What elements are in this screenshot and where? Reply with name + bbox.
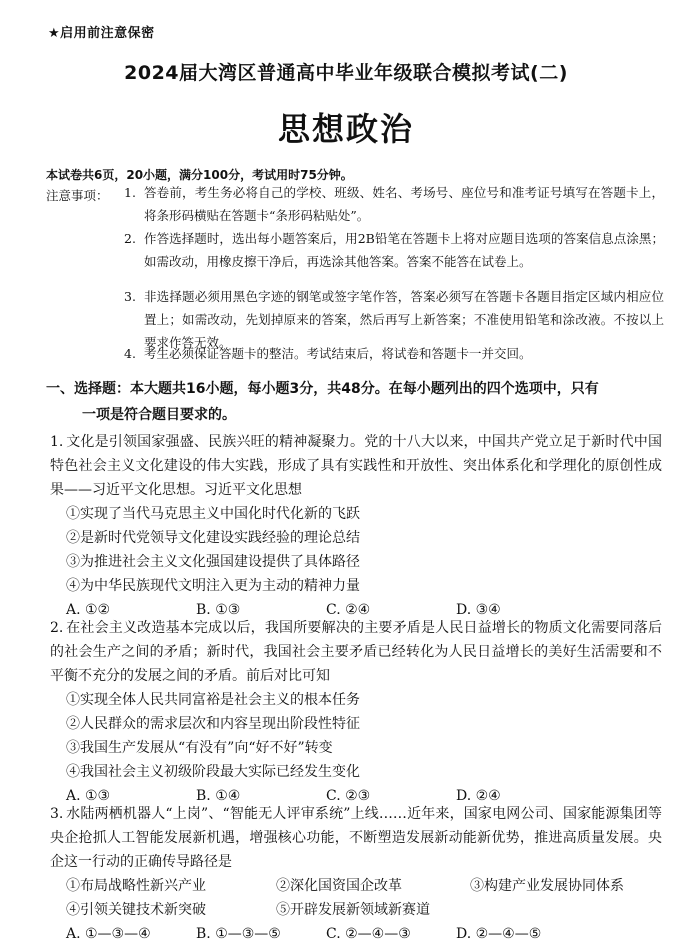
notice-label: 注意事项： (46, 188, 109, 203)
statement-item: ④引领关键技术新突破 (66, 902, 206, 918)
option-d: D. ②④ (456, 788, 501, 804)
statement-item: ②人民群众的需求层次和内容呈现出阶段性特征 (66, 716, 360, 732)
notice-text: 作答选择题时，选出每小题答案后，用2B铅笔在答题卡上将对应题目选项的答案信息点涂黑；如需改动，用橡皮擦干净后，再选涂其他答案。答案不能答在试卷上。 (144, 231, 664, 269)
option-d: D. ②—④—⑤ (456, 926, 542, 942)
option-a: A. ①② (66, 602, 111, 618)
question-text: 在社会主义改造基本完成以后，我国所要解决的主要矛盾是人民日益增长的物质文化需要同落后的社会生产之间的矛盾；新时代，我国社会主要矛盾已经转化为人民日益增长的美好生活需要和不平衡不充分的发展之间的矛盾。前后对比可知 (50, 620, 662, 684)
statement-row (50, 898, 662, 922)
statement-item: ②深化国资国企改革 (276, 878, 402, 894)
notice-number: 4. (124, 346, 136, 361)
option-a: A. ①—③—④ (66, 926, 151, 942)
question-2 (50, 616, 662, 808)
question-number: 2. (50, 620, 64, 636)
question-stem (50, 616, 662, 688)
exam-title: 2024届大湾区普通高中毕业年级联合模拟考试(二) (124, 62, 568, 84)
question-stem (50, 430, 662, 502)
section-heading-line: 一项是符合题目要求的。 (82, 407, 236, 423)
question-stem (50, 802, 662, 874)
option-d: D. ③④ (456, 602, 501, 618)
question-text: 文化是引领国家强盛、民族兴旺的精神凝聚力。党的十八大以来，中国共产党立足于新时代中国特色社会主义文化建设的伟大实践，形成了具有实践性和开放性、突出体系化和学理化的原创性成果——习近平文化思想。习近平文化思想 (50, 434, 662, 498)
statement-item: ④我国社会主义初级阶段最大实际已经发生变化 (66, 764, 360, 780)
notice-number: 1. (124, 185, 136, 200)
notice-text: 非选择题必须用黑色字迹的钢笔或签字笔作答，答案必须写在答题卡各题目指定区域内相应位置上；如需改动，先划掉原来的答案，然后再写上新答案；不准使用铅笔和涂改液。不按以上要求作答无效。 (144, 289, 664, 350)
answer-options (50, 922, 662, 946)
statement-item: ②是新时代党领导文化建设实践经验的理论总结 (66, 530, 360, 546)
option-b: B. ①—③—⑤ (196, 926, 281, 942)
statement-item: ①实现全体人民共同富裕是社会主义的根本任务 (66, 692, 360, 708)
section-heading-line: 一、选择题：本大题共16小题，每小题3分，共48分。在每小题列出的四个选项中，只有 (46, 381, 599, 397)
option-c: C. ②—④—③ (326, 926, 411, 942)
notice-item (124, 227, 664, 273)
statement-item: ③我国生产发展从“有没有”向“好不好”转变 (66, 740, 333, 756)
notice-number: 2. (124, 231, 136, 246)
statement-item: ①实现了当代马克思主义中国化时代化新的飞跃 (66, 506, 360, 522)
statement-row (50, 874, 662, 898)
exam-info: 本试卷共6页，20小题，满分100分，考试用时75分钟。 (46, 168, 353, 182)
section-heading (46, 376, 660, 428)
statement-item: ③为推进社会主义文化强国建设提供了具体路径 (66, 554, 360, 570)
statement-item: ④为中华民族现代文明注入更为主动的精神力量 (66, 578, 360, 594)
notice-item (124, 181, 664, 227)
question-number: 3. (50, 806, 64, 822)
question-text: 水陆两栖机器人“上岗”、“智能无人评审系统”上线……近年来，国家电网公司、国家能源集团等央企抢抓人工智能发展新机遇，增强核心功能，不断塑造发展新动能新优势，推进高质量发展。央企这一行动的正确传导路径是 (50, 806, 662, 870)
question-3 (50, 802, 662, 946)
subject-title: 思想政治 (277, 110, 414, 148)
notice-number: 3. (124, 289, 136, 304)
notice-text: 考生必须保证答题卡的整洁。考试结束后，将试卷和答题卡一并交回。 (144, 346, 532, 361)
option-c: C. ②④ (326, 602, 371, 618)
question-1 (50, 430, 662, 622)
option-c: C. ②③ (326, 788, 371, 804)
option-a: A. ①③ (66, 788, 111, 804)
option-b: B. ①④ (196, 788, 241, 804)
confidential-notice: ★启用前注意保密 (48, 26, 155, 41)
option-b: B. ①③ (196, 602, 241, 618)
statement-item: ①布局战略性新兴产业 (66, 878, 206, 894)
statement-item: ③构建产业发展协同体系 (470, 878, 624, 894)
question-number: 1. (50, 434, 64, 450)
notice-item (124, 342, 664, 365)
notice-text: 答卷前，考生务必将自己的学校、班级、姓名、考场号、座位号和准考证号填写在答题卡上，将条形码横贴在答题卡“条形码粘贴处”。 (144, 185, 664, 223)
statement-item: ⑤开辟发展新领域新赛道 (276, 902, 430, 918)
